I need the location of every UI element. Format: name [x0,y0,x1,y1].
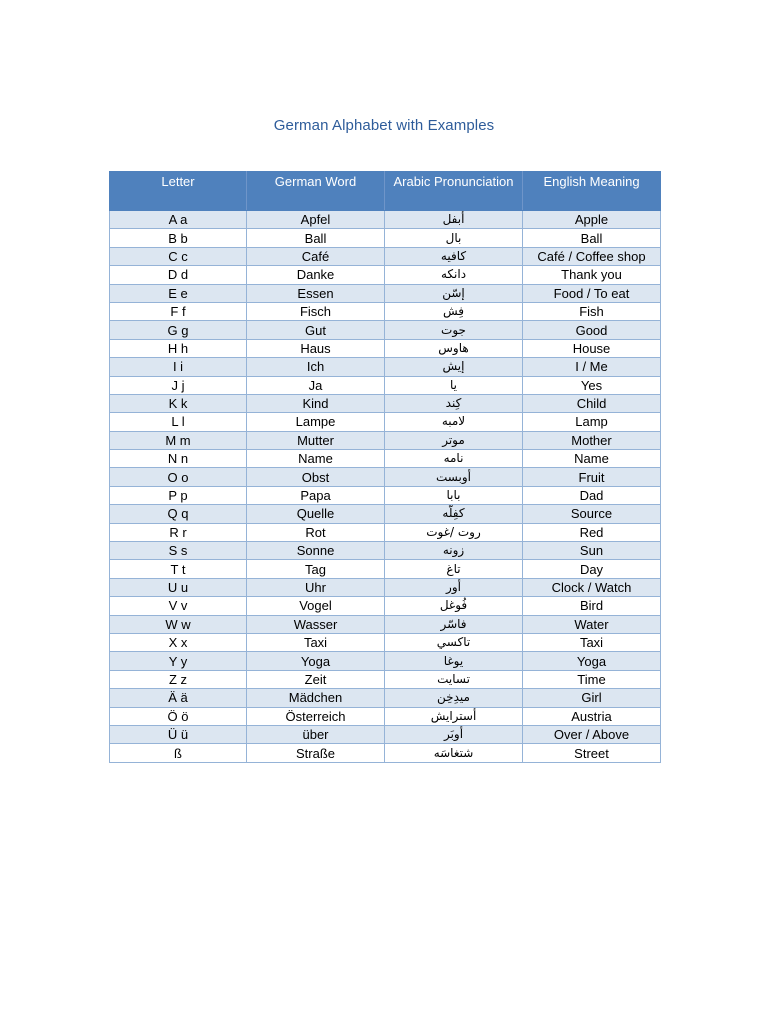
cell-german-word: Lampe [247,413,385,431]
cell-letter: I i [110,358,247,376]
cell-english-meaning: House [523,339,661,357]
cell-arabic-pronunciation: يوغا [385,652,523,670]
cell-arabic-pronunciation: أوبست [385,468,523,486]
cell-arabic-pronunciation: بابا [385,486,523,504]
cell-german-word: Ball [247,229,385,247]
table-header [110,172,661,211]
cell-english-meaning: I / Me [523,358,661,376]
cell-german-word: Ich [247,358,385,376]
table-row [110,394,661,412]
cell-german-word: Wasser [247,615,385,633]
table-row [110,376,661,394]
cell-german-word: Straße [247,744,385,762]
cell-english-meaning: Water [523,615,661,633]
cell-letter: ß [110,744,247,762]
cell-english-meaning: Lamp [523,413,661,431]
cell-english-meaning: Fruit [523,468,661,486]
cell-letter: W w [110,615,247,633]
cell-letter: Ä ä [110,689,247,707]
cell-letter: C c [110,247,247,265]
table-row [110,211,661,229]
cell-german-word: Mutter [247,431,385,449]
table-row [110,431,661,449]
table-row [110,468,661,486]
cell-english-meaning: Red [523,523,661,541]
cell-arabic-pronunciation: إسّن [385,284,523,302]
cell-arabic-pronunciation: روت /غوت [385,523,523,541]
cell-german-word: Mädchen [247,689,385,707]
cell-letter: Z z [110,670,247,688]
table-row [110,689,661,707]
cell-arabic-pronunciation: هاوس [385,339,523,357]
table-row [110,358,661,376]
cell-letter: S s [110,542,247,560]
table-row [110,542,661,560]
cell-german-word: Papa [247,486,385,504]
cell-letter: Q q [110,505,247,523]
cell-arabic-pronunciation: فاسّر [385,615,523,633]
cell-english-meaning: Fish [523,302,661,320]
cell-letter: K k [110,394,247,412]
cell-arabic-pronunciation: جوت [385,321,523,339]
cell-arabic-pronunciation: كافيه [385,247,523,265]
table-row [110,229,661,247]
cell-english-meaning: Bird [523,597,661,615]
cell-letter: P p [110,486,247,504]
cell-arabic-pronunciation: تاكسي [385,633,523,651]
cell-german-word: Österreich [247,707,385,725]
cell-arabic-pronunciation: زونه [385,542,523,560]
cell-letter: T t [110,560,247,578]
cell-german-word: Apfel [247,211,385,229]
header-english-meaning: English Meaning [523,172,661,211]
header-letter: Letter [110,172,247,211]
table-row [110,597,661,615]
cell-arabic-pronunciation: كِند [385,394,523,412]
cell-letter: E e [110,284,247,302]
cell-arabic-pronunciation: فُوغل [385,597,523,615]
cell-german-word: Kind [247,394,385,412]
table-row [110,339,661,357]
cell-arabic-pronunciation: بال [385,229,523,247]
cell-letter: F f [110,302,247,320]
cell-german-word: Gut [247,321,385,339]
cell-arabic-pronunciation: أوبَر [385,725,523,743]
header-row [110,172,661,211]
table-row [110,413,661,431]
cell-english-meaning: Sun [523,542,661,560]
cell-german-word: Quelle [247,505,385,523]
cell-english-meaning: Mother [523,431,661,449]
cell-letter: N n [110,450,247,468]
cell-german-word: Vogel [247,597,385,615]
cell-letter: R r [110,523,247,541]
cell-german-word: Yoga [247,652,385,670]
cell-letter: V v [110,597,247,615]
cell-english-meaning: Thank you [523,266,661,284]
table-row [110,652,661,670]
cell-letter: B b [110,229,247,247]
cell-english-meaning: Café / Coffee shop [523,247,661,265]
cell-letter: U u [110,578,247,596]
cell-english-meaning: Good [523,321,661,339]
cell-letter: O o [110,468,247,486]
cell-arabic-pronunciation: موتر [385,431,523,449]
table-row [110,284,661,302]
table-row [110,266,661,284]
cell-arabic-pronunciation: فِش [385,302,523,320]
cell-german-word: Name [247,450,385,468]
cell-letter: L l [110,413,247,431]
cell-english-meaning: Girl [523,689,661,707]
cell-english-meaning: Child [523,394,661,412]
cell-german-word: Uhr [247,578,385,596]
cell-german-word: Haus [247,339,385,357]
cell-letter: M m [110,431,247,449]
cell-letter: G g [110,321,247,339]
table-row [110,486,661,504]
cell-german-word: Taxi [247,633,385,651]
cell-english-meaning: Ball [523,229,661,247]
cell-german-word: Danke [247,266,385,284]
cell-letter: J j [110,376,247,394]
cell-german-word: Tag [247,560,385,578]
cell-arabic-pronunciation: تسايت [385,670,523,688]
header-arabic-pronunciation: Arabic Pronunciation [385,172,523,211]
cell-arabic-pronunciation: أسترايش [385,707,523,725]
alphabet-table [109,171,661,763]
table-row [110,670,661,688]
table-row [110,615,661,633]
cell-german-word: Zeit [247,670,385,688]
page-title: German Alphabet with Examples [273,117,495,134]
cell-english-meaning: Name [523,450,661,468]
cell-english-meaning: Apple [523,211,661,229]
table-row [110,302,661,320]
cell-german-word: über [247,725,385,743]
table-row [110,578,661,596]
cell-english-meaning: Taxi [523,633,661,651]
cell-arabic-pronunciation: أور [385,578,523,596]
cell-arabic-pronunciation: نامه [385,450,523,468]
table-row [110,707,661,725]
cell-english-meaning: Over / Above [523,725,661,743]
cell-german-word: Rot [247,523,385,541]
cell-german-word: Ja [247,376,385,394]
cell-english-meaning: Street [523,744,661,762]
cell-arabic-pronunciation: ميدِخِن [385,689,523,707]
cell-german-word: Café [247,247,385,265]
cell-english-meaning: Yes [523,376,661,394]
cell-english-meaning: Time [523,670,661,688]
cell-letter: H h [110,339,247,357]
cell-arabic-pronunciation: أبفل [385,211,523,229]
cell-letter: D d [110,266,247,284]
cell-arabic-pronunciation: إيش [385,358,523,376]
cell-letter: Ü ü [110,725,247,743]
cell-english-meaning: Day [523,560,661,578]
cell-letter: A a [110,211,247,229]
cell-english-meaning: Dad [523,486,661,504]
cell-letter: Ö ö [110,707,247,725]
table-row [110,523,661,541]
cell-letter: X x [110,633,247,651]
table-row [110,505,661,523]
cell-english-meaning: Source [523,505,661,523]
cell-arabic-pronunciation: كفِلّه [385,505,523,523]
cell-letter: Y y [110,652,247,670]
table-row [110,744,661,762]
cell-english-meaning: Yoga [523,652,661,670]
cell-german-word: Essen [247,284,385,302]
table-row [110,321,661,339]
cell-arabic-pronunciation: لامبه [385,413,523,431]
table-body [110,211,661,763]
cell-german-word: Obst [247,468,385,486]
table-row [110,725,661,743]
cell-arabic-pronunciation: تاغ [385,560,523,578]
cell-arabic-pronunciation: يا [385,376,523,394]
table-row [110,560,661,578]
table-row [110,633,661,651]
cell-english-meaning: Food / To eat [523,284,661,302]
table-row [110,450,661,468]
cell-german-word: Sonne [247,542,385,560]
cell-arabic-pronunciation: دانكه [385,266,523,284]
cell-english-meaning: Austria [523,707,661,725]
cell-english-meaning: Clock / Watch [523,578,661,596]
cell-german-word: Fisch [247,302,385,320]
header-german-word: German Word [247,172,385,211]
table-row [110,247,661,265]
cell-arabic-pronunciation: شتغاسَه [385,744,523,762]
